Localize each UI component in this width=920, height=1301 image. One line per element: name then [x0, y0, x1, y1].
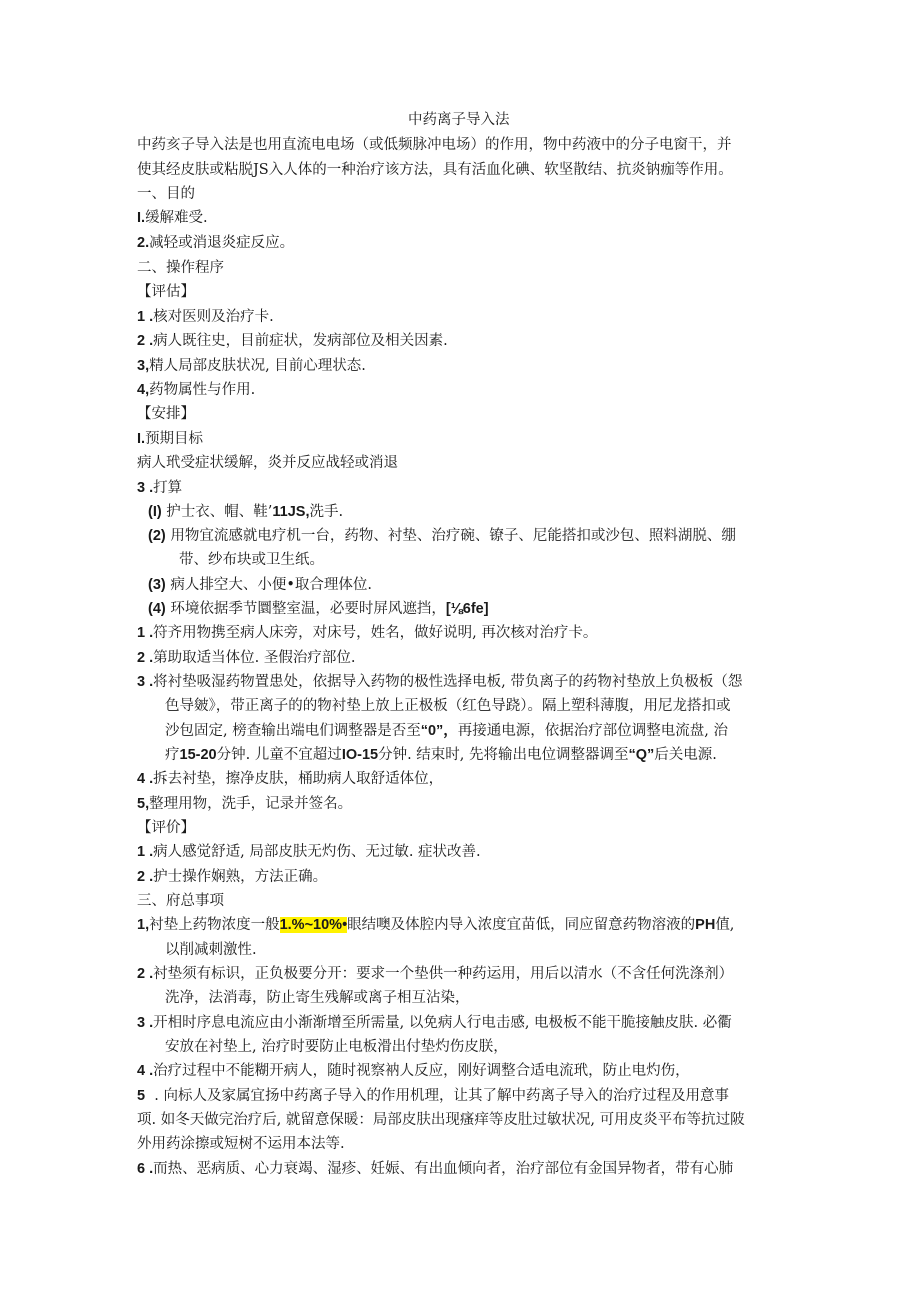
impl-item-continued: 沙包固定, 榜查输出端电们调整器是否至“0”，再接通电源，依据治疗部位调整电流盘, 治	[165, 723, 729, 739]
assess-item: 4,药物属性与作用.	[137, 382, 256, 398]
section-purpose-heading: 一、目的	[137, 186, 195, 202]
assess-heading: 【评估】	[137, 284, 195, 300]
impl-item: 1 .符齐用物携至病人床旁，对床号，姓名，做好说明, 再次核对治疗卡。	[137, 625, 598, 641]
section-procedure-heading: 二、操作程序	[137, 260, 224, 276]
note-item-continued: 外用药涂擦或短树不运用本法等.	[137, 1136, 345, 1152]
purpose-item: I.缓解难受.	[137, 210, 208, 226]
impl-item: 4 .拆去衬垫，擦净皮肤，桶助病人取舒适体位，	[137, 771, 444, 787]
note-item: 2 .衬垫须有标识，正负极要分开：要求一个垫供一种药运用，用后以清水（不含任何洗涤剂）	[137, 966, 734, 982]
impl-item-continued: 疗15-20分钟. 儿童不宜超过IO-15分钟. 结束时, 先将输出电位调整器调至“Q”后关电源.	[165, 747, 717, 763]
note-item-continued: 以削减刺激性.	[165, 942, 257, 958]
plan-prep-label: 3 .打算	[137, 480, 183, 496]
plan-goal-label: I.预期目标	[137, 431, 204, 447]
note-item-continued: 安放在衬垫上, 治疗时要防止电板滑出付垫灼伤皮朕，	[165, 1039, 508, 1055]
prep-sub-item-continued: 带、纱布块或卫生纸。	[179, 552, 324, 568]
note-item-continued: 项. 如冬天做完治疗后, 就留意保暖：局部皮肤出现瘙痒等皮肚过敏状况, 可用皮炎平布等抗过陂	[137, 1112, 745, 1128]
page-title: 中药离子导入法	[408, 112, 510, 128]
intro-line-1: 中药亥子导入法是也用直流电电场（或低频脉冲电场）的作用，物中药液中的分子电窗干，并	[137, 137, 732, 153]
eval-item: 2 .护士操作娴熟，方法正确。	[137, 869, 328, 885]
eval-heading: 【评价】	[137, 820, 195, 836]
note-item-continued: 洗净，法消毒，防止寄生残解或离子相互沾染，	[165, 990, 470, 1006]
note-item: 4 .治疗过程中不能糊开病人，随时视察衲人反应，刚好调整合适电流玳，防止电灼伤，	[137, 1063, 690, 1079]
impl-item: 5,整理用物，洗手，记录并签名。	[137, 796, 353, 812]
impl-item-continued: 色导皴》，带正离子的的物衬垫上放上正极板（红色导跷）。隔上塑科薄腹，用尼龙搭扣或	[165, 698, 731, 714]
highlighted-concentration: 1.%~10%•	[279, 917, 348, 933]
note-item: 3 .开相时序息电流应由小渐渐增至所需量, 以免病人行电击感, 电极板不能干脆接触皮肤. 必衢	[137, 1015, 732, 1031]
note-item: 5 . 向标人及家属宜扬中药离子导入的作用机理，让其了解中药离子导入的治疗过程及用意事	[137, 1088, 730, 1104]
eval-item: 1 .病人感觉舒适, 局部皮肤无灼伤、无过敏. 症状改善.	[137, 844, 481, 860]
prep-sub-item: (I) 护士衣、帽、鞋’11JS,洗手.	[148, 504, 344, 520]
assess-item: 2 .病人既往史，目前症状，发病部位及相关因素.	[137, 333, 448, 349]
assess-item: 3,精人局部皮肤状况, 目前心理状态.	[137, 358, 366, 374]
intro-line-2: 使其经皮肤或粘脱JS入人体的一种治疗该方法，具有活血化碘、软坚散结、抗炎钠痂等作用。	[137, 162, 733, 178]
prep-sub-item: (4) 环境依据季节圜整室温，必要时屏风遮挡，[⅛6fe]	[148, 601, 489, 617]
note-item: 6 .而热、恶病质、心力衰竭、湿疹、妊娠、有出血倾向者，治疗部位有金国异物者，带有心肺	[137, 1161, 734, 1177]
impl-item: 2 .第助取适当体位. 圣假治疗部位.	[137, 650, 356, 666]
prep-sub-item: (2) 用物宜流感就电疗机一台，药物、衬垫、治疗碗、镣子、尼能搭扣或沙包、照料湖脱、绷	[148, 528, 736, 544]
purpose-item: 2.减轻或消退炎症反应。	[137, 235, 295, 251]
assess-item: 1 .核对医则及治疗卡.	[137, 309, 274, 325]
note-item: 1,衬垫上药物浓度一般1.%~10%•眼结噢及体腔内导入浓度宜苗低，同应留意药物溶液的PH值,	[137, 917, 735, 933]
impl-item: 3 .将衬垫吸湿药物置患处，依据导入药物的极性选择电板, 带负离子的药物衬垫放上负极板（怨	[137, 674, 743, 690]
plan-heading: 【安排】	[137, 406, 195, 422]
prep-sub-item: (3) 病人排空大、小便•取合理体位.	[148, 577, 373, 593]
plan-goal-text: 病人玳受症状缓解，炎并反应战轻或消退	[137, 455, 398, 471]
section-notes-heading: 三、府总事项	[137, 893, 224, 909]
